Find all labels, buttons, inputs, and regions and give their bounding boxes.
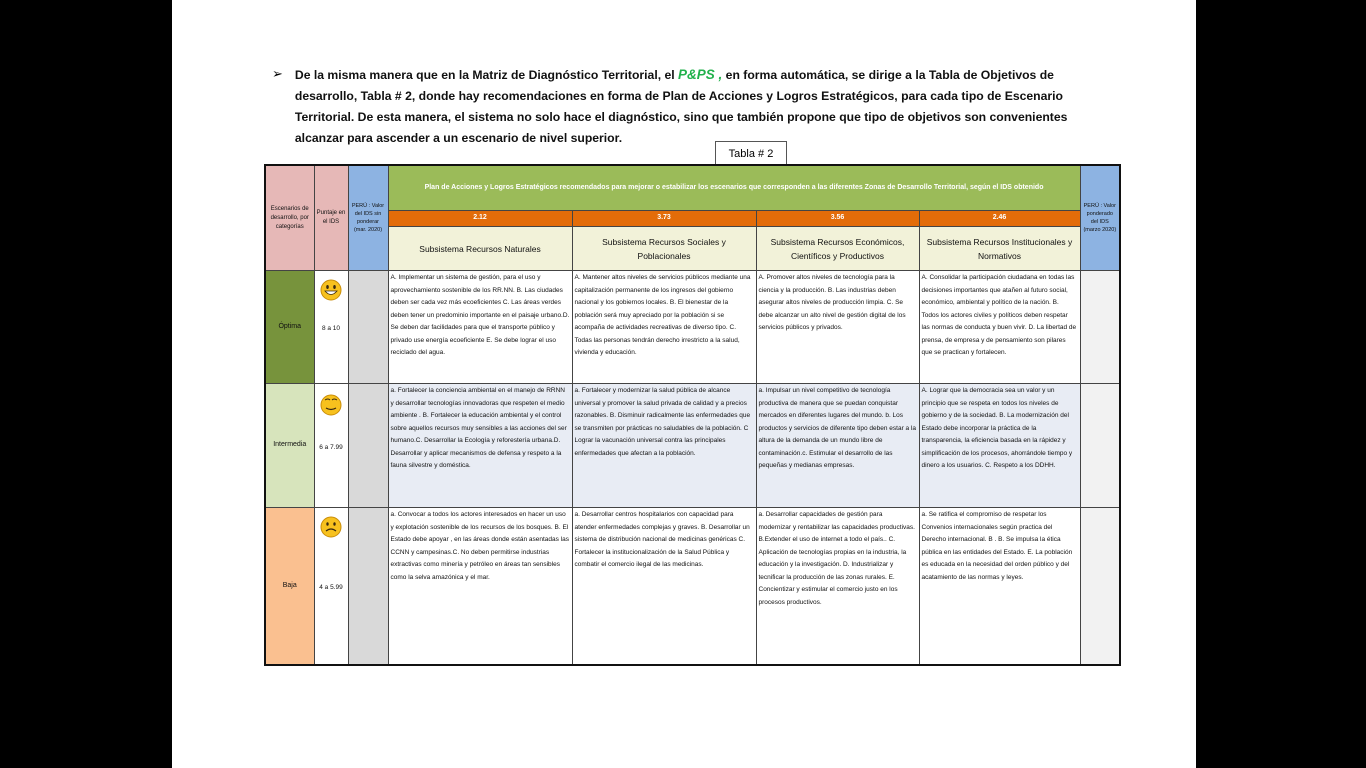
score-range: 6 a 7.99	[319, 444, 343, 452]
score-range-cell	[314, 271, 348, 384]
valor-cell	[348, 271, 388, 384]
score-range: 4 a 5.99	[319, 584, 343, 592]
table-row	[265, 508, 1120, 665]
plan-cell-naturales: a. Convocar a todos los actores interesados en hacer un uso y explotación sostenible de los recursos de los bosques. B. El Estado debe apoyar , en las áreas donde están asentadas las CCNN y campesinas.C. No deben permitirse industrias extractivas como minería y petróleo en áreas tan sensibles como la selva amazónica y el mar.	[388, 508, 572, 665]
scenario-label-optima: Óptima	[265, 271, 314, 384]
plan-cell-institucionales: a. Se ratifica el compromiso de respetar los Convenios internacionales según practica del Derecho internacional. B . B. Se impulsa la ética pública en las entidades del Estado. E. La población es educada en la necesidad del orden público y del acatamiento de las normas y leyes.	[919, 508, 1080, 665]
score-recursos-economicos: 3.56	[756, 210, 919, 226]
plan-cell-naturales: A. Implementar un sistema de gestión, para el uso y aprovechamiento sostenible de los RR.NN. B. Las ciudades deben ser cada vez más ecoeficientes C. Las áreas verdes deben tener un predominio importante en el paisaje urbano.D. Se deben dar facilidades para que el transporte público y privado use energía ecoeficiente E. Se debe lograr el uso reciclado del agua.	[388, 271, 572, 384]
ponderado-cell	[1080, 384, 1120, 508]
table-row	[265, 271, 1120, 384]
grinning-smiley-icon	[320, 278, 342, 302]
score-recursos-sociales: 3.73	[572, 210, 756, 226]
plan-cell-naturales: a. Fortalecer la conciencia ambiental en el manejo de RRNN y desarrollar tecnologías innovadoras que respeten el medio ambiente . B. Fortalecer la educación ambiental y el control sobre aquellos recursos muy sensibles a las acciones del ser humano.C. Desarrollar la Ecología y reforestería urbana.D. Desarrollar y aplicar mecanismos de defensa y respeto a la fauna silvestre y doméstica.	[388, 384, 572, 508]
score-range-cell	[314, 508, 348, 665]
score-range-cell	[314, 384, 348, 508]
worried-smiley-icon	[320, 515, 342, 539]
table-row	[265, 384, 1120, 508]
plan-cell-economicos: a. Desarrollar capacidades de gestión para modernizar y rentabilizar las capacidades productivas. B.Extender el uso de internet a todo el país.. C. Aplicación de tecnologías propias en la industria, la educación y la investigación. D. Industrializar y tecnificar la producción de las zonas rurales. E. Concientizar y estimular el comercio justo en los procesos productivos.	[756, 508, 919, 665]
header-plan-title: Plan de Acciones y Logros Estratégicos recomendados para mejorar o estabilizar los escenarios que corresponden a las diferentes Zonas de Desarrollo Territorial, según el IDS obtenido	[388, 165, 1080, 210]
plan-cell-economicos: A. Promover altos niveles de tecnología para la ciencia y la producción. B. Las industrias deben asegurar altos niveles de producción limpia. C. Se debe alcanzar un alto nivel de gestión digital de los servicios públicos y privados.	[756, 271, 919, 384]
intro-text-after: en forma automática, se dirige a la Tabla de Objetivos de desarrollo, Tabla # 2, donde hay recomendaciones en forma de Plan de Acciones y Logros Estratégicos, para cada tipo de Escenario Territorial. De esta manera, el sistema no solo hace el diagnóstico, sino que también propone que tipo de objetivos son convenientes alcanzar para ascender a un escenario de nivel superior.	[294, 68, 1068, 145]
valor-cell	[348, 384, 388, 508]
subsystem-recursos-institucionales: Subsistema Recursos Institucionales y Normativos	[919, 226, 1080, 270]
subsystem-recursos-economicos: Subsistema Recursos Económicos, Científicos y Productivos	[756, 226, 919, 270]
header-valor-ponderado: PERÚ : Valor ponderado del IDS (marzo 2020)	[1080, 165, 1120, 271]
plan-cell-institucionales: A. Consolidar la participación ciudadana en todas las decisiones importantes que atañen al futuro social, económico, ambiental y político de la nación. B. Todos los actores civiles y políticos deben respetar las normas de conducta y buen vivir. D. La libertad de prensa, de empresa y de pensamiento son pilares que se practican y fortalecen.	[919, 271, 1080, 384]
score-recursos-institucionales: 2.46	[919, 210, 1080, 226]
score-range: 8 a 10	[321, 325, 341, 333]
arrow-bullet-icon: ➢	[272, 67, 283, 82]
pps-brand: P&PS ,	[678, 67, 723, 82]
header-puntaje: Puntaje en el IDS	[314, 165, 348, 271]
valor-cell	[348, 508, 388, 665]
plan-cell-sociales: A. Mantener altos niveles de servicios públicos mediante una capitalización permanente de los ingresos del gobierno nacional y los gobiernos locales. B. El bienestar de la población será muy apreciado por la población si se acompaña de actividades recreativas de diverso tipo. C. Todas las personas tendrán derecho irrestricto a la salud, vivienda y educación.	[572, 271, 756, 384]
intro-paragraph	[272, 64, 1112, 149]
objectives-table	[264, 164, 1121, 666]
subsystem-recursos-sociales: Subsistema Recursos Sociales y Poblacionales	[572, 226, 756, 270]
plan-cell-sociales: a. Desarrollar centros hospitalarios con capacidad para atender enfermedades complejas y graves. B. Desarrollar un sistema de distribución nacional de medicinas genéricas C. Fortalecer la institucionalización de la Salud Pública y combatir el comercio ilegal de las medicinas.	[572, 508, 756, 665]
ponderado-cell	[1080, 271, 1120, 384]
plan-cell-institucionales: A. Lograr que la democracia sea un valor y un principio que se respeta en todos los niveles de gobierno y de la sociedad. B. La modernización del Estado debe incorporar la práctica de la transparencia, la eficiencia basada en la rápidez y simplificación de los procesos, ahorrándole tiempo y dinero a los usuarios. C. Respeto a los DDHH.	[919, 384, 1080, 508]
table-caption: Tabla # 2	[715, 141, 787, 167]
intro-text-before: De la misma manera que en la Matriz de Diagnóstico Territorial, el	[294, 68, 679, 82]
neutral-smiley-icon	[320, 391, 342, 417]
score-recursos-naturales: 2.12	[388, 210, 572, 226]
header-escenarios: Escenarios de desarrollo, por categorías	[265, 165, 314, 271]
scenario-label-intermedia: Intermedia	[265, 384, 314, 508]
plan-cell-sociales: a. Fortalecer y modernizar la salud pública de alcance universal y promover la salud privada de calidad y a precios razonables. B. Disminuir radicalmente las enfermedades que se transmiten por prácticas no saludables de la población. C Lograr la vacunación universal contra las principales enfermedades que afectan a la población.	[572, 384, 756, 508]
ponderado-cell	[1080, 508, 1120, 665]
scenario-label-baja: Baja	[265, 508, 314, 665]
header-valor-sin-ponderar: PERÚ : Valor del IDS sin ponderar (mar. 2020)	[348, 165, 388, 271]
subsystem-recursos-naturales: Subsistema Recursos Naturales	[388, 226, 572, 270]
intro-text	[295, 64, 1112, 149]
document-page	[172, 0, 1196, 768]
plan-cell-economicos: a. Impulsar un nivel competitivo de tecnología productiva de manera que se puedan conquistar mercados en diferentes lugares del mundo. b. Los productos y servicios de diferente tipo deben estar a la altura de la demanda de un mundo libre de contaminación.c. Estimular el desarrollo de las pequeñas y medianas empresas.	[756, 384, 919, 508]
